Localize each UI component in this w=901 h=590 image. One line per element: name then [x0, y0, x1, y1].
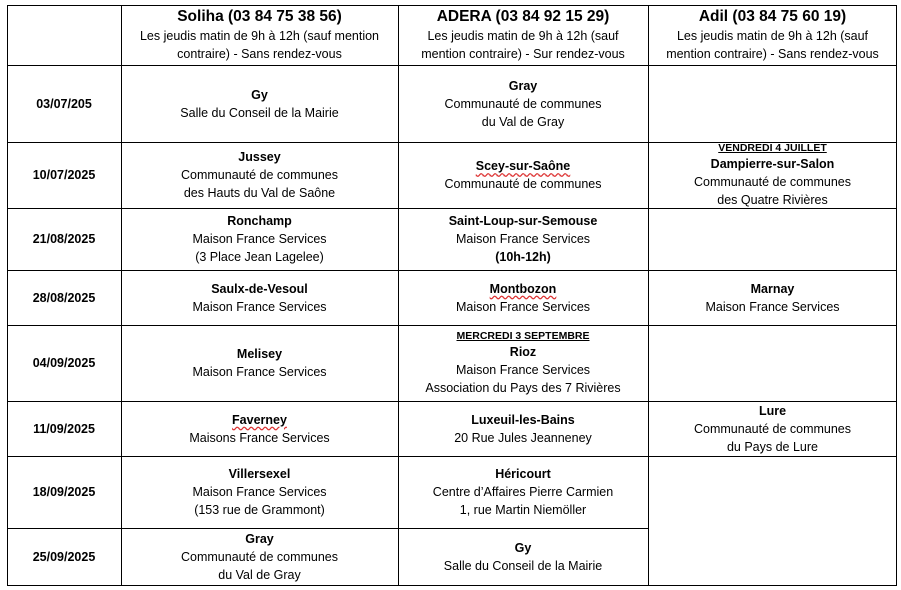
- venue-line: Maison France Services: [455, 363, 591, 377]
- org-schedule-note: mention contraire) - Sur rendez-vous: [421, 47, 625, 61]
- session-date: 18/09/2025: [32, 485, 96, 499]
- venue-line: des Quatre Rivières: [717, 193, 828, 207]
- adil-cell: [648, 456, 897, 586]
- date-cell: [7, 142, 121, 208]
- venue-line: Maison France Services: [192, 365, 327, 379]
- org-title: Soliha (03 84 75 38 56): [177, 8, 342, 25]
- date-cell: [7, 528, 121, 586]
- date-cell: [7, 208, 121, 270]
- org-schedule-note: contraire) - Sans rendez-vous: [177, 47, 342, 61]
- town-name: Jussey: [238, 150, 281, 164]
- venue-line: Communauté de communes: [444, 177, 602, 191]
- venue-line: Association du Pays des 7 Rivières: [425, 381, 621, 395]
- town-name: Rioz: [509, 345, 537, 359]
- adera-cell: [398, 208, 648, 270]
- session-date: 25/09/2025: [32, 550, 96, 564]
- town-name: Saint-Loup-sur-Semouse: [448, 214, 598, 228]
- soliha-cell: [121, 401, 398, 456]
- adil-cell: [648, 208, 897, 270]
- header-cell-org-2: [648, 5, 897, 65]
- adera-cell: [398, 270, 648, 325]
- town-name: Marnay: [750, 281, 795, 296]
- org-schedule-note: mention contraire) - Sans rendez-vous: [666, 47, 879, 61]
- header-cell-org-0: [121, 5, 398, 65]
- town-name: Scey-sur-Saône: [475, 159, 571, 173]
- soliha-cell: [121, 142, 398, 208]
- venue-line: Maison France Services: [192, 232, 327, 246]
- town-name: Villersexel: [228, 467, 291, 481]
- adil-cell: [648, 65, 897, 142]
- adera-cell: [398, 325, 648, 401]
- venue-line: Salle du Conseil de la Mairie: [443, 559, 603, 573]
- venue-line: Communauté de communes: [180, 550, 339, 564]
- date-cell: [7, 270, 121, 325]
- town-name: Saulx-de-Vesoul: [211, 281, 308, 296]
- venue-line: Communauté de communes: [444, 96, 602, 111]
- town-name: Luxeuil-les-Bains: [471, 412, 575, 427]
- venue-line: (3 Place Jean Lagelee): [195, 250, 324, 264]
- town-name: Gy: [251, 87, 268, 102]
- adil-cell: [648, 270, 897, 325]
- date-cell: [7, 456, 121, 528]
- venue-line: Maison France Services: [192, 485, 327, 499]
- town-name: Gy: [514, 541, 532, 555]
- adera-cell: [398, 528, 648, 586]
- venue-line: Maison France Services: [455, 232, 591, 246]
- schedule-table: [7, 5, 897, 586]
- venue-line: Maison France Services: [455, 299, 591, 314]
- soliha-cell: [121, 270, 398, 325]
- date-cell: [7, 65, 121, 142]
- venue-line: Maison France Services: [705, 299, 840, 314]
- date-cell: [7, 401, 121, 456]
- town-name: Dampierre-sur-Salon: [710, 157, 835, 171]
- venue-line: du Val de Gray: [218, 568, 301, 582]
- soliha-cell: [121, 528, 398, 586]
- town-name: Gray: [245, 532, 274, 546]
- date-cell: [7, 325, 121, 401]
- org-schedule-note: Les jeudis matin de 9h à 12h (sauf: [427, 29, 619, 43]
- venue-line: des Hauts du Val de Saône: [183, 186, 336, 200]
- date-change-note: MERCREDI 3 SEPTEMBRE: [456, 330, 590, 342]
- soliha-cell: [121, 456, 398, 528]
- session-date: 21/08/2025: [32, 232, 96, 246]
- session-date: 28/08/2025: [32, 290, 96, 305]
- soliha-cell: [121, 325, 398, 401]
- adil-cell: [648, 142, 897, 208]
- venue-line: du Val de Gray: [481, 114, 565, 129]
- date-change-note: VENDREDI 4 JUILLET: [718, 142, 827, 154]
- venue-line: 20 Rue Jules Jeanneney: [454, 430, 592, 445]
- session-date: 10/07/2025: [32, 168, 96, 182]
- town-name: Gray: [508, 78, 538, 93]
- venue-line: (153 rue de Grammont): [194, 503, 325, 517]
- town-name: Melisey: [236, 347, 283, 361]
- adera-cell: [398, 142, 648, 208]
- org-schedule-note: Les jeudis matin de 9h à 12h (sauf mention: [139, 29, 380, 43]
- venue-line: Maisons France Services: [189, 430, 330, 445]
- header-corner-cell: [7, 5, 121, 65]
- venue-line: Maison France Services: [192, 299, 327, 314]
- adera-cell: [398, 456, 648, 528]
- org-title: Adil (03 84 75 60 19): [698, 8, 847, 25]
- town-name: Héricourt: [495, 467, 551, 481]
- adera-cell: [398, 65, 648, 142]
- session-date: 03/07/205: [36, 96, 92, 111]
- session-date: 11/09/2025: [33, 421, 95, 436]
- venue-line: Salle du Conseil de la Mairie: [180, 105, 339, 120]
- adil-cell: [648, 325, 897, 401]
- town-name: Montbozon: [489, 281, 557, 296]
- session-date: 04/09/2025: [32, 356, 96, 370]
- time-note: (10h-12h): [495, 250, 551, 264]
- town-name: Lure: [758, 403, 787, 418]
- venue-line: Communauté de communes: [180, 168, 339, 182]
- venue-line: Centre d’Affaires Pierre Carmien: [432, 485, 614, 499]
- town-name: Faverney: [232, 412, 287, 427]
- soliha-cell: [121, 65, 398, 142]
- venue-line: 1, rue Martin Niemöller: [459, 503, 587, 517]
- adil-cell: [648, 401, 897, 456]
- header-cell-org-1: [398, 5, 648, 65]
- venue-line: Communauté de communes: [693, 175, 852, 189]
- town-name: Ronchamp: [227, 214, 292, 228]
- org-title: ADERA (03 84 92 15 29): [436, 8, 610, 25]
- venue-line: du Pays de Lure: [726, 439, 819, 454]
- org-schedule-note: Les jeudis matin de 9h à 12h (sauf: [676, 29, 869, 43]
- soliha-cell: [121, 208, 398, 270]
- adera-cell: [398, 401, 648, 456]
- venue-line: Communauté de communes: [693, 421, 852, 436]
